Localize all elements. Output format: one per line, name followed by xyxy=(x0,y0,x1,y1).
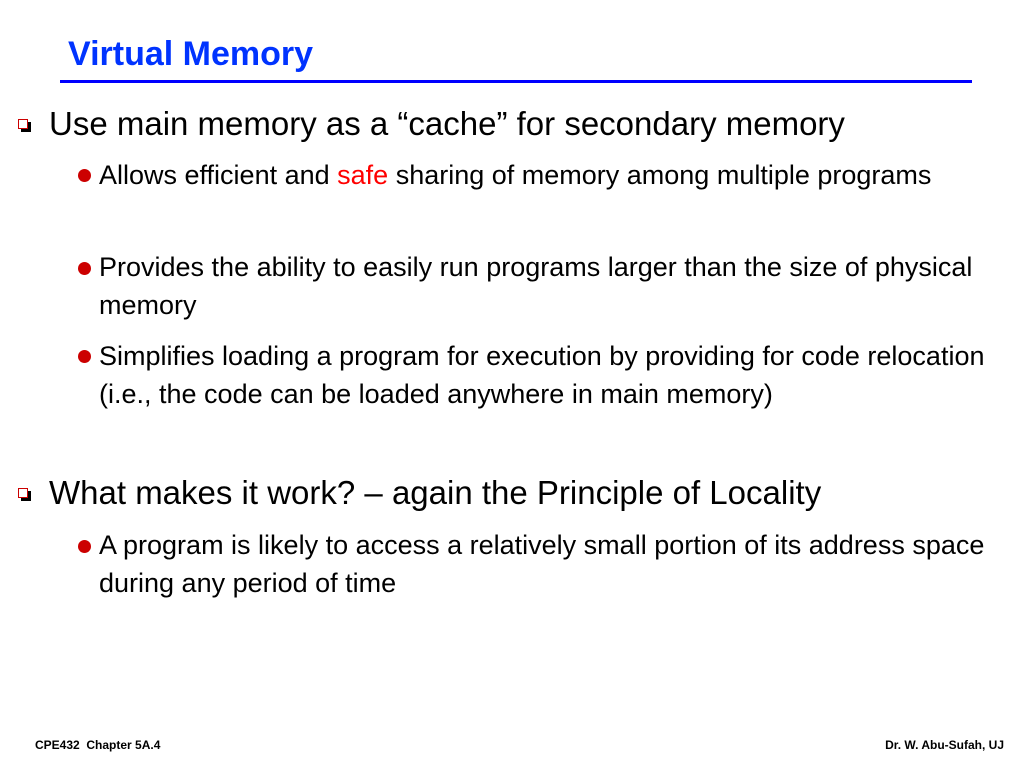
slide-title: Virtual Memory xyxy=(68,35,314,73)
sub-bullet-item xyxy=(99,156,1004,194)
sub-bullet-item: Provides the ability to easily run programs larger than the size of physical memory xyxy=(99,252,973,320)
dot-bullet-icon xyxy=(78,262,91,275)
title-underline xyxy=(60,34,972,83)
sub-bullet-item: Simplifies loading a program for execution by providing for code relocation (i.e., the code can be loaded anywhere in main memory) xyxy=(99,341,985,409)
footer-course-chapter: CPE432 Chapter 5A.4 xyxy=(35,738,161,752)
sub-bullet-item: A program is likely to access a relatively small portion of its address space during any period of time xyxy=(99,530,985,598)
dot-bullet-icon xyxy=(78,169,91,182)
bullet-item: What makes it work? – again the Principle of Locality xyxy=(49,474,822,511)
hollow-square-bullet-icon xyxy=(18,488,31,501)
hollow-square-bullet-icon xyxy=(18,119,31,132)
highlighted-word: safe xyxy=(337,160,389,190)
bullet-item: Use main memory as a “cache” for secondary memory xyxy=(49,105,845,142)
dot-bullet-icon xyxy=(78,540,91,553)
sub-bullet-text-post: sharing of memory among multiple programs xyxy=(388,160,932,190)
sub-bullet-text-pre: Allows efficient and xyxy=(99,160,338,190)
dot-bullet-icon xyxy=(78,350,91,363)
footer-author: Dr. W. Abu-Sufah, UJ xyxy=(885,738,1004,752)
